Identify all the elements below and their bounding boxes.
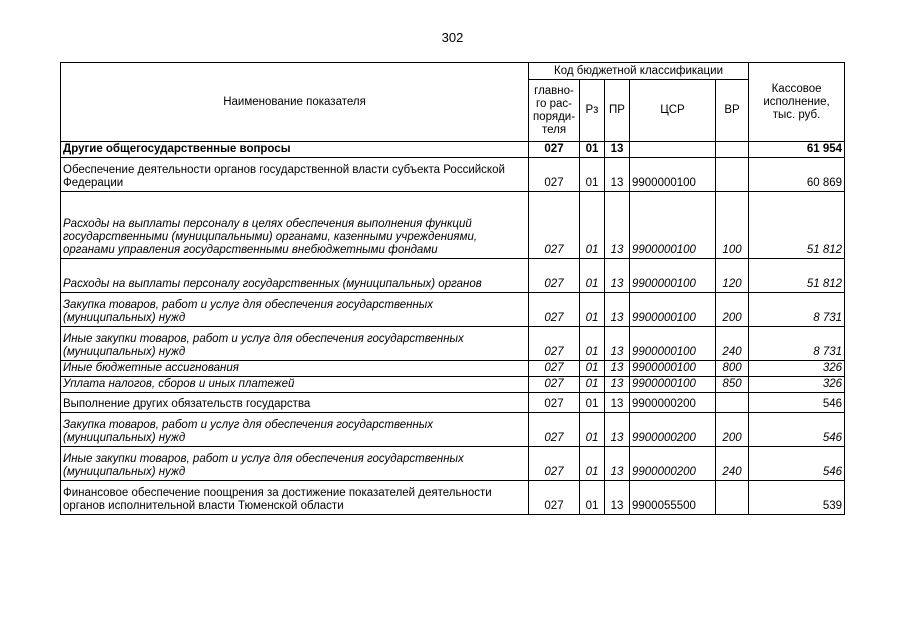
cell-csr: 9900000100 [630, 327, 716, 361]
cell-name: Иные бюджетные ассигнования [61, 361, 529, 377]
cell-vr: 240 [716, 327, 749, 361]
cell-sum: 8 731 [749, 293, 845, 327]
cell-pr: 13 [605, 413, 630, 447]
header-sum: Кассовое исполнение, тыс. руб. [749, 63, 845, 142]
header-grbs: главно-го рас-поряди-теля [529, 80, 580, 142]
cell-vr [716, 142, 749, 158]
table-row [61, 447, 845, 481]
cell-pr: 13 [605, 447, 630, 481]
cell-name: Другие общегосударственные вопросы [61, 142, 529, 158]
cell-vr: 850 [716, 377, 749, 393]
cell-grbs: 027 [529, 393, 580, 413]
cell-csr: 9900000100 [630, 192, 716, 259]
table-row [61, 259, 845, 293]
cell-grbs: 027 [529, 377, 580, 393]
cell-sum: 546 [749, 447, 845, 481]
cell-sum: 61 954 [749, 142, 845, 158]
header-code-group: Код бюджетной классификации [529, 63, 749, 80]
cell-grbs: 027 [529, 447, 580, 481]
cell-csr: 9900000200 [630, 393, 716, 413]
cell-vr: 800 [716, 361, 749, 377]
cell-grbs: 027 [529, 327, 580, 361]
cell-rz: 01 [580, 259, 605, 293]
cell-name: Выполнение других обязательств государства [61, 393, 529, 413]
cell-csr: 9900055500 [630, 481, 716, 515]
cell-vr: 120 [716, 259, 749, 293]
header-name: Наименование показателя [61, 63, 529, 142]
cell-grbs: 027 [529, 481, 580, 515]
cell-vr: 200 [716, 413, 749, 447]
table-row [61, 192, 845, 259]
cell-rz: 01 [580, 447, 605, 481]
cell-vr: 240 [716, 447, 749, 481]
cell-name: Расходы на выплаты персоналу государственных (муниципальных) органов [61, 259, 529, 293]
cell-name: Уплата налогов, сборов и иных платежей [61, 377, 529, 393]
cell-rz: 01 [580, 192, 605, 259]
cell-pr: 13 [605, 142, 630, 158]
cell-sum: 8 731 [749, 327, 845, 361]
table-body [61, 142, 845, 515]
cell-name: Обеспечение деятельности органов государственной власти субъекта Российской Федерации [61, 158, 529, 192]
cell-name: Расходы на выплаты персоналу в целях обеспечения выполнения функций государственными (муниципальными) органами, казенными учреждениями, органами управления государственными внебюджетными фондами [61, 192, 529, 259]
cell-pr: 13 [605, 327, 630, 361]
cell-rz: 01 [580, 327, 605, 361]
cell-rz: 01 [580, 393, 605, 413]
cell-csr: 9900000100 [630, 158, 716, 192]
cell-name: Финансовое обеспечение поощрения за достижение показателей деятельности органов исполнительной власти Тюменской области [61, 481, 529, 515]
cell-sum: 326 [749, 361, 845, 377]
cell-pr: 13 [605, 192, 630, 259]
cell-csr: 9900000200 [630, 447, 716, 481]
table-row [61, 413, 845, 447]
cell-csr: 9900000100 [630, 361, 716, 377]
cell-csr: 9900000100 [630, 377, 716, 393]
table-row [61, 327, 845, 361]
cell-grbs: 027 [529, 361, 580, 377]
table-row [61, 158, 845, 192]
cell-vr: 100 [716, 192, 749, 259]
cell-sum: 326 [749, 377, 845, 393]
cell-rz: 01 [580, 361, 605, 377]
cell-pr: 13 [605, 393, 630, 413]
cell-vr [716, 481, 749, 515]
cell-sum: 51 812 [749, 192, 845, 259]
cell-sum: 51 812 [749, 259, 845, 293]
budget-table [60, 62, 845, 515]
cell-csr: 9900000200 [630, 413, 716, 447]
cell-grbs: 027 [529, 413, 580, 447]
table-header [61, 63, 845, 142]
cell-rz: 01 [580, 142, 605, 158]
cell-sum: 60 869 [749, 158, 845, 192]
cell-csr: 9900000100 [630, 259, 716, 293]
header-vr: ВР [716, 80, 749, 142]
cell-pr: 13 [605, 481, 630, 515]
cell-rz: 01 [580, 413, 605, 447]
cell-name: Закупка товаров, работ и услуг для обеспечения государственных (муниципальных) нужд [61, 293, 529, 327]
cell-sum: 546 [749, 413, 845, 447]
cell-csr: 9900000100 [630, 293, 716, 327]
cell-grbs: 027 [529, 259, 580, 293]
cell-pr: 13 [605, 377, 630, 393]
table-row [61, 481, 845, 515]
table-row [61, 377, 845, 393]
cell-grbs: 027 [529, 142, 580, 158]
cell-vr [716, 158, 749, 192]
cell-grbs: 027 [529, 192, 580, 259]
cell-vr [716, 393, 749, 413]
page-number: 302 [441, 30, 464, 45]
table-row [61, 293, 845, 327]
cell-grbs: 027 [529, 293, 580, 327]
cell-sum: 546 [749, 393, 845, 413]
cell-pr: 13 [605, 259, 630, 293]
cell-rz: 01 [580, 481, 605, 515]
cell-pr: 13 [605, 361, 630, 377]
cell-name: Иные закупки товаров, работ и услуг для обеспечения государственных (муниципальных) нужд [61, 327, 529, 361]
header-pr: ПР [605, 80, 630, 142]
cell-csr [630, 142, 716, 158]
table-row [61, 393, 845, 413]
cell-name: Иные закупки товаров, работ и услуг для обеспечения государственных (муниципальных) нужд [61, 447, 529, 481]
header-rz: Рз [580, 80, 605, 142]
cell-vr: 200 [716, 293, 749, 327]
cell-sum: 539 [749, 481, 845, 515]
cell-pr: 13 [605, 158, 630, 192]
table-row [61, 361, 845, 377]
cell-grbs: 027 [529, 158, 580, 192]
cell-rz: 01 [580, 158, 605, 192]
cell-name: Закупка товаров, работ и услуг для обеспечения государственных (муниципальных) нужд [61, 413, 529, 447]
cell-pr: 13 [605, 293, 630, 327]
cell-rz: 01 [580, 293, 605, 327]
table-row [61, 142, 845, 158]
header-csr: ЦСР [630, 80, 716, 142]
cell-rz: 01 [580, 377, 605, 393]
